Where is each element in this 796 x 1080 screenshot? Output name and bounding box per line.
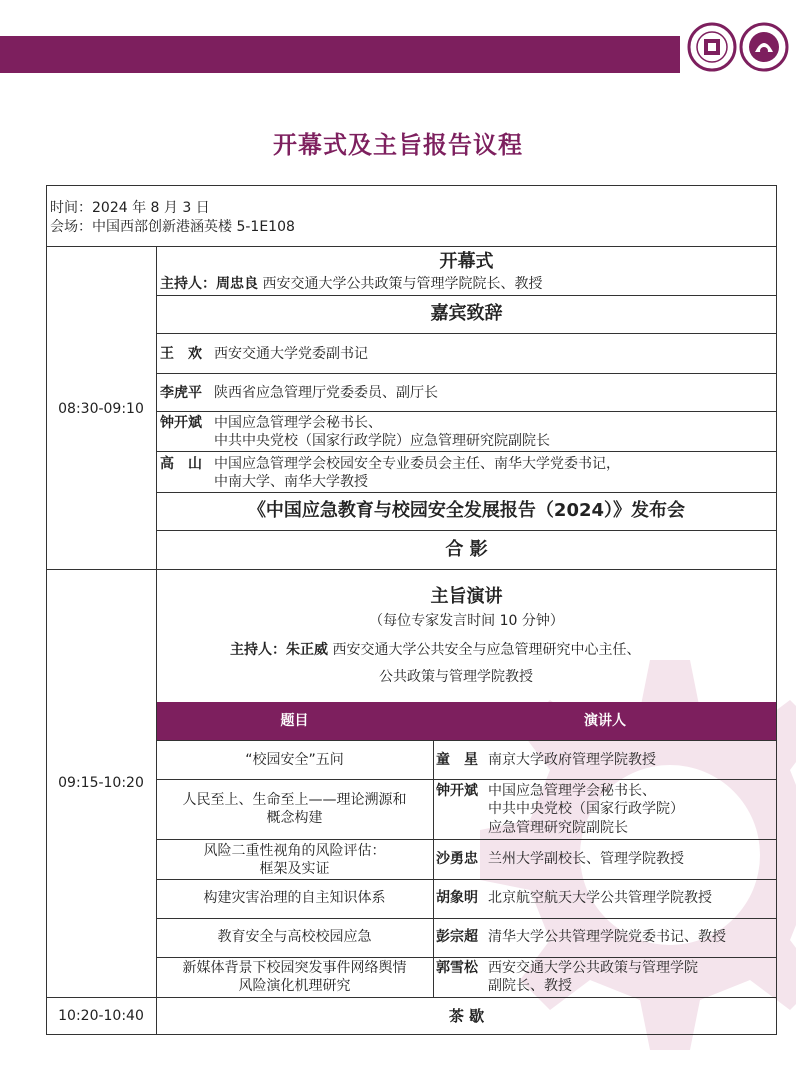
institute-seal-logo	[739, 22, 789, 72]
speaker-title: 中国应急管理学会秘书长、	[214, 415, 382, 431]
talk-speaker-affiliation: 中共中央党校（国家行政学院）	[488, 801, 684, 817]
talk-topic: 人民至上、生命至上——理论溯源和	[182, 792, 407, 808]
speaker-title: 中南大学、南华大学教授	[214, 474, 368, 490]
row-divider	[156, 918, 777, 919]
talk-topic: 新媒体背景下校园突发事件网络舆情	[182, 960, 407, 976]
time-column-divider	[156, 246, 157, 1035]
host-name: 周忠良	[216, 276, 258, 292]
talk-speaker-affiliation: 中国应急管理学会秘书长、	[488, 783, 656, 799]
speaker-title: 西安交通大学党委副书记	[214, 346, 368, 362]
host-title: 西安交通大学公共安全与应急管理研究中心主任、	[332, 642, 641, 658]
speaker-name: 高 山	[160, 456, 202, 472]
host-name: 朱正威	[286, 642, 328, 658]
keynote-heading: 主旨演讲	[430, 586, 503, 607]
talk-speaker-name: 童 星	[436, 752, 478, 768]
report-launch-heading: 《中国应急教育与校园安全发展报告（2024）》发布会	[247, 500, 686, 521]
group-photo-heading: 合 影	[445, 539, 488, 560]
row-divider	[156, 411, 777, 412]
column-header-topic: 题目	[280, 713, 309, 729]
host-title: 西安交通大学公共政策与管理学院院长、教授	[262, 276, 543, 292]
speaker-title: 中国应急管理学会校园安全专业委员会主任、南华大学党委书记，	[214, 456, 620, 472]
talk-speaker-affiliation: 西安交通大学公共政策与管理学院	[488, 960, 698, 976]
speaker-name: 王 欢	[160, 346, 202, 362]
speaker-title: 中共中央党校（国家行政学院）应急管理研究院副院长	[214, 433, 550, 449]
talk-topic: “校园安全”五问	[245, 752, 344, 768]
speaker-name: 李虎平	[160, 385, 202, 401]
talk-speaker-name: 沙勇忠	[436, 851, 478, 867]
header-band	[0, 36, 680, 73]
row-divider	[156, 779, 777, 780]
talk-speaker-name: 郭雪松	[436, 960, 478, 976]
row-divider	[156, 839, 777, 840]
talk-topic: 风险二重性视角的风险评估：	[203, 843, 386, 859]
session-time: 09:15-10:20	[58, 775, 144, 791]
host-label: 主持人：	[230, 642, 286, 658]
row-divider	[156, 451, 777, 452]
meeting-date: 时间：2024 年 8 月 3 日	[50, 200, 210, 216]
keynote-note: （每位专家发言时间 10 分钟）	[369, 613, 564, 629]
session-time: 08:30-09:10	[58, 401, 144, 417]
talk-speaker-name: 彭宗超	[436, 929, 478, 945]
host-label: 主持人：	[160, 276, 216, 292]
talk-speaker-affiliation: 清华大学公共管理学院党委书记、教授	[488, 929, 726, 945]
session-time: 10:20-10:40	[58, 1008, 144, 1024]
opening-host	[160, 275, 542, 293]
talk-topic: 构建灾害治理的自主知识体系	[203, 890, 386, 906]
row-divider	[156, 333, 777, 334]
speaker-column-divider	[433, 702, 434, 997]
talk-speaker-name: 胡象明	[436, 890, 478, 906]
tea-break-label: 茶 歇	[448, 1007, 485, 1025]
talk-speaker-affiliation: 南京大学政府管理学院教授	[488, 752, 656, 768]
speaker-name: 钟开斌	[160, 415, 202, 431]
talk-speaker-affiliation: 应急管理研究院副院长	[488, 820, 628, 836]
speaker-title: 陕西省应急管理厅党委委员、副厅长	[214, 385, 438, 401]
row-divider	[156, 879, 777, 880]
page-title: 开幕式及主旨报告议程	[273, 131, 523, 159]
talk-speaker-affiliation: 副院长、教授	[488, 978, 572, 994]
talk-topic: 框架及实证	[259, 861, 330, 877]
row-divider	[156, 530, 777, 531]
row-divider	[156, 295, 777, 296]
host-title: 公共政策与管理学院教授	[379, 669, 533, 685]
row-divider	[156, 373, 777, 374]
talk-topic: 概念构建	[266, 810, 323, 826]
talk-topic: 教育安全与高校校园应急	[217, 929, 372, 945]
meeting-venue: 会场：中国西部创新港涵英楼 5-1E108	[50, 219, 295, 235]
talk-speaker-name: 钟开斌	[436, 783, 478, 799]
talk-speaker-affiliation: 北京航空航天大学公共管理学院教授	[488, 890, 712, 906]
keynote-host	[230, 641, 640, 659]
column-header-speaker: 演讲人	[584, 713, 626, 729]
welcome-heading: 嘉宾致辞	[430, 303, 503, 324]
row-divider	[156, 957, 777, 958]
university-seal-logo	[687, 22, 737, 72]
talk-speaker-affiliation: 兰州大学副校长、管理学院教授	[488, 851, 684, 867]
opening-heading: 开幕式	[439, 251, 494, 272]
row-divider	[156, 740, 777, 741]
talk-topic: 风险演化机理研究	[238, 978, 351, 994]
row-divider	[156, 492, 777, 493]
